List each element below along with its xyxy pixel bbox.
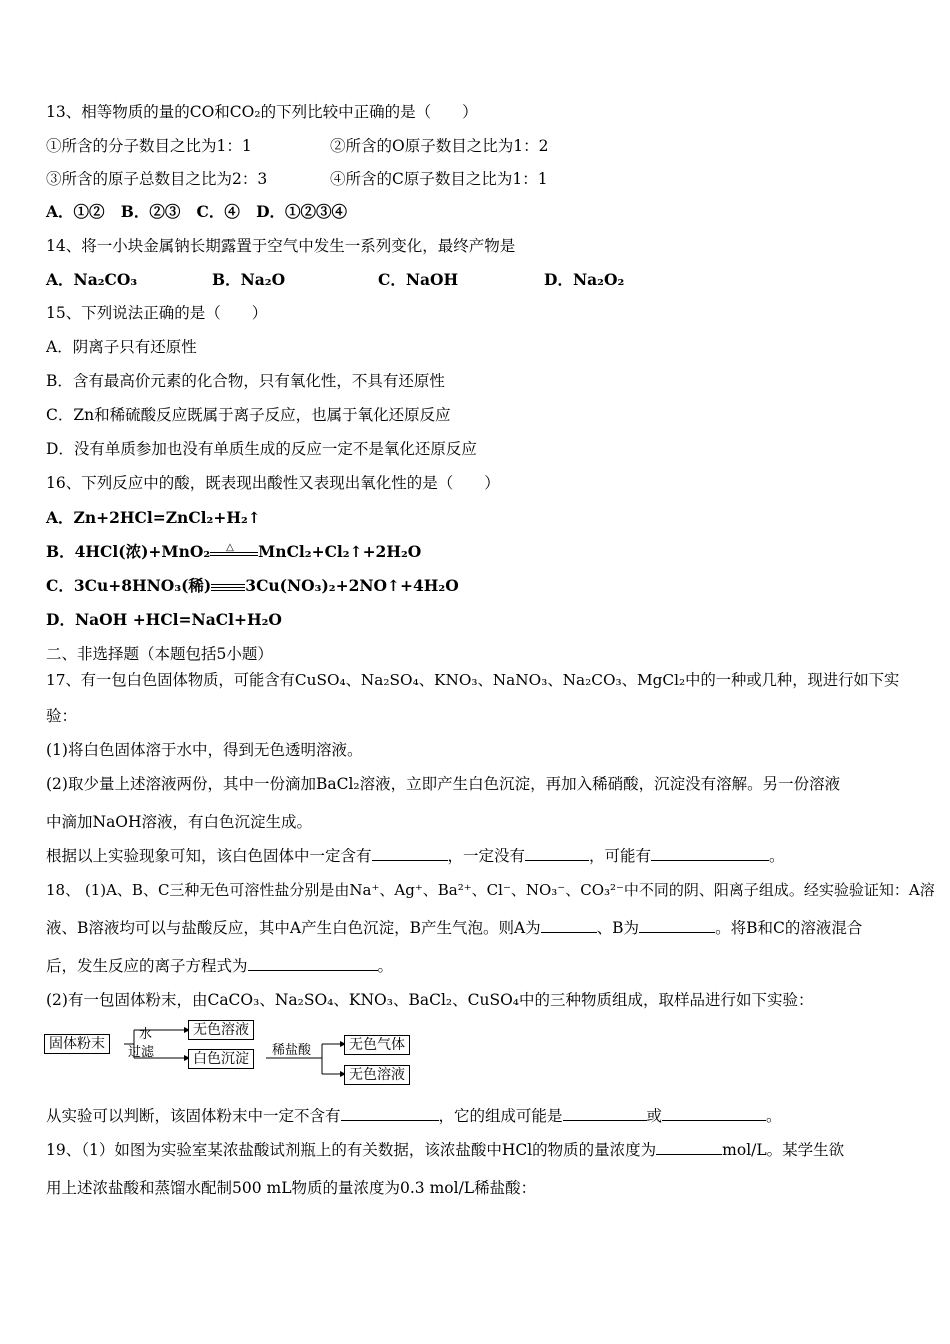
q18-blank-composition-1[interactable]	[563, 1106, 647, 1121]
q13-option-3: ③所含的原子总数目之比为2：3	[46, 170, 268, 188]
q15-answer-b: B．含有最高价元素的化合物，只有氧化性，不具有还原性	[46, 372, 445, 390]
q18-blank-a[interactable]	[541, 918, 597, 933]
q13-answer-b: B．②③	[120, 202, 181, 221]
q13-answer-c: C．④	[196, 202, 240, 221]
q15-answer-a: A．阴离子只有还原性	[46, 338, 197, 356]
flow-start-box: 固体粉末	[44, 1034, 110, 1054]
q14-answer-d: D．Na₂O₂	[544, 270, 625, 289]
flow-top-result-box: 无色溶液	[188, 1020, 254, 1040]
q15-stem: 15、下列说法正确的是（ ）	[46, 304, 268, 322]
q17-line1: 17、有一包白色固体物质，可能含有CuSO₄、Na₂SO₄、KNO₃、NaNO₃、Na₂CO₃、MgCl₂中的一种或几种，现进行如下实	[46, 671, 900, 689]
q13-option-4: ④所含的C原子数目之比为1：1	[330, 170, 548, 188]
q18-blank-b[interactable]	[639, 918, 715, 933]
q16-answer-c-reactants: C．3Cu+8HNO₃(稀)	[46, 576, 212, 595]
q16-answer-b-products: MnCl₂+Cl₂↑+2H₂O	[258, 542, 422, 561]
q18-text-a: 液、B溶液均可以与盐酸反应，其中A产生白色沉淀，B产生气泡。则A为	[46, 919, 541, 937]
q15-answer-c: C．Zn和稀硫酸反应既属于离子反应，也属于氧化还原反应	[46, 406, 451, 424]
q19-text-a: 19、（1）如图为实验室某浓盐酸试剂瓶上的有关数据，该浓盐酸中HCl的物质的量浓度为	[46, 1141, 657, 1159]
q19-text-b: mol/L。某学生欲	[722, 1141, 845, 1159]
q18-text-c: 。将B和C的溶液混合	[715, 919, 863, 937]
q18-text-i: 。	[766, 1107, 782, 1125]
q17-line5: 中滴加NaOH溶液，有白色沉淀生成。	[46, 813, 313, 831]
q14-answer-c: C．NaOH	[378, 270, 459, 289]
q19-line2: 用上述浓盐酸和蒸馏水配制500 mL物质的量浓度为0.3 mol/L稀盐酸：	[46, 1179, 537, 1197]
q13-answers	[46, 202, 347, 222]
q13-option-2: ②所含的O原子数目之比为1：2	[330, 137, 549, 155]
q16-stem: 16、下列反应中的酸，既表现出酸性又表现出氧化性的是（ ）	[46, 474, 500, 492]
q17-blank-possible[interactable]	[651, 846, 769, 861]
q17-blank-absent[interactable]	[525, 846, 589, 861]
q15-answer-d: D．没有单质参加也没有单质生成的反应一定不是氧化还原反应	[46, 440, 477, 458]
equals-arrow	[211, 580, 245, 594]
q17-line2: 验：	[46, 707, 78, 725]
q16-answer-b	[46, 542, 421, 562]
q13-answer-d: D．①②③④	[256, 202, 348, 221]
q18-text-f: 从实验可以判断，该固体粉末中一定不含有	[46, 1107, 341, 1125]
q16-answer-c	[46, 576, 459, 596]
q16-answer-a: A．Zn+2HCl=ZnCl₂+H₂↑	[46, 508, 261, 527]
q17-text-b: ，一定没有	[447, 847, 526, 865]
q17-text-d: 。	[769, 847, 785, 865]
q16-answer-b-reactants: B．4HCl(浓)+MnO₂	[46, 542, 211, 561]
q17-line3: (1)将白色固体溶于水中，得到无色透明溶液。	[46, 741, 363, 759]
heat-symbol: △	[226, 542, 234, 553]
q18-line1: 18、 (1)A、B、C三种无色可溶性盐分别是由Na⁺、Ag⁺、Ba²⁺、Cl⁻、NO₃⁻、CO₃²⁻中不同的阴、阳离子组成。经实验验证知：A溶	[46, 881, 935, 899]
q18-blank-composition-2[interactable]	[662, 1106, 766, 1121]
q18-blank-equation[interactable]	[248, 956, 378, 971]
q18-line5	[46, 1106, 782, 1126]
flow-precipitate-box: 白色沉淀	[188, 1049, 254, 1069]
q16-answer-c-products: 3Cu(NO₃)₂+2NO↑+4H₂O	[245, 576, 459, 595]
q17-line6	[46, 846, 785, 866]
q14-answer-a: A．Na₂CO₃	[46, 270, 138, 289]
flow-gas-box: 无色气体	[344, 1035, 410, 1055]
q19-line1	[46, 1140, 844, 1160]
q18-text-b: 、B为	[596, 919, 640, 937]
q13-stem: 13、相等物质的量的CO和CO₂的下列比较中正确的是（ ）	[46, 103, 478, 121]
q13-options-row2	[46, 169, 906, 189]
q18-line4: (2)有一包固体粉末，由CaCO₃、Na₂SO₄、KNO₃、BaCl₂、CuSO₄中的三种物质组成，取样品进行如下实验：	[46, 991, 814, 1009]
q18-text-d: 后，发生反应的离子方程式为	[46, 957, 248, 975]
q16-answer-d: D．NaOH +HCl=NaCl+H₂O	[46, 610, 282, 629]
q13-options-row1	[46, 136, 906, 156]
q14-stem: 14、将一小块金属钠长期露置于空气中发生一系列变化，最终产物是	[46, 237, 516, 255]
flow-label-acid: 稀盐酸	[272, 1043, 312, 1058]
flow-label-filter: 过滤	[128, 1045, 155, 1060]
q17-blank-contains[interactable]	[372, 846, 448, 861]
q18-text-g: ，它的组成可能是	[438, 1107, 563, 1125]
q13-option-1: ①所含的分子数目之比为1：1	[46, 137, 252, 155]
q19-blank-concentration[interactable]	[656, 1140, 722, 1155]
q18-line2	[46, 918, 862, 938]
q18-text-e: 。	[377, 957, 394, 975]
q14-answer-b: B．Na₂O	[212, 270, 286, 289]
flow-label-water: 水	[139, 1027, 153, 1042]
q13-answer-a: A．①②	[46, 202, 105, 221]
q18-text-h: 或	[646, 1107, 663, 1125]
q18-blank-absent[interactable]	[341, 1106, 439, 1121]
section-heading: 二、非选择题（本题包括5小题）	[46, 645, 273, 663]
q17-text-a: 根据以上实验现象可知，该白色固体中一定含有	[46, 847, 372, 865]
q17-line4: (2)取少量上述溶液两份，其中一份滴加BaCl₂溶液，立即产生白色沉淀，再加入稀硝酸，沉淀没有溶解。另一份溶液	[46, 775, 841, 793]
q18-line3	[46, 956, 393, 976]
experiment-flow-diagram	[44, 1018, 444, 1088]
flow-solution-box: 无色溶液	[344, 1065, 410, 1085]
q17-text-c: ，可能有	[589, 847, 652, 865]
heat-condition-arrow	[210, 542, 258, 560]
